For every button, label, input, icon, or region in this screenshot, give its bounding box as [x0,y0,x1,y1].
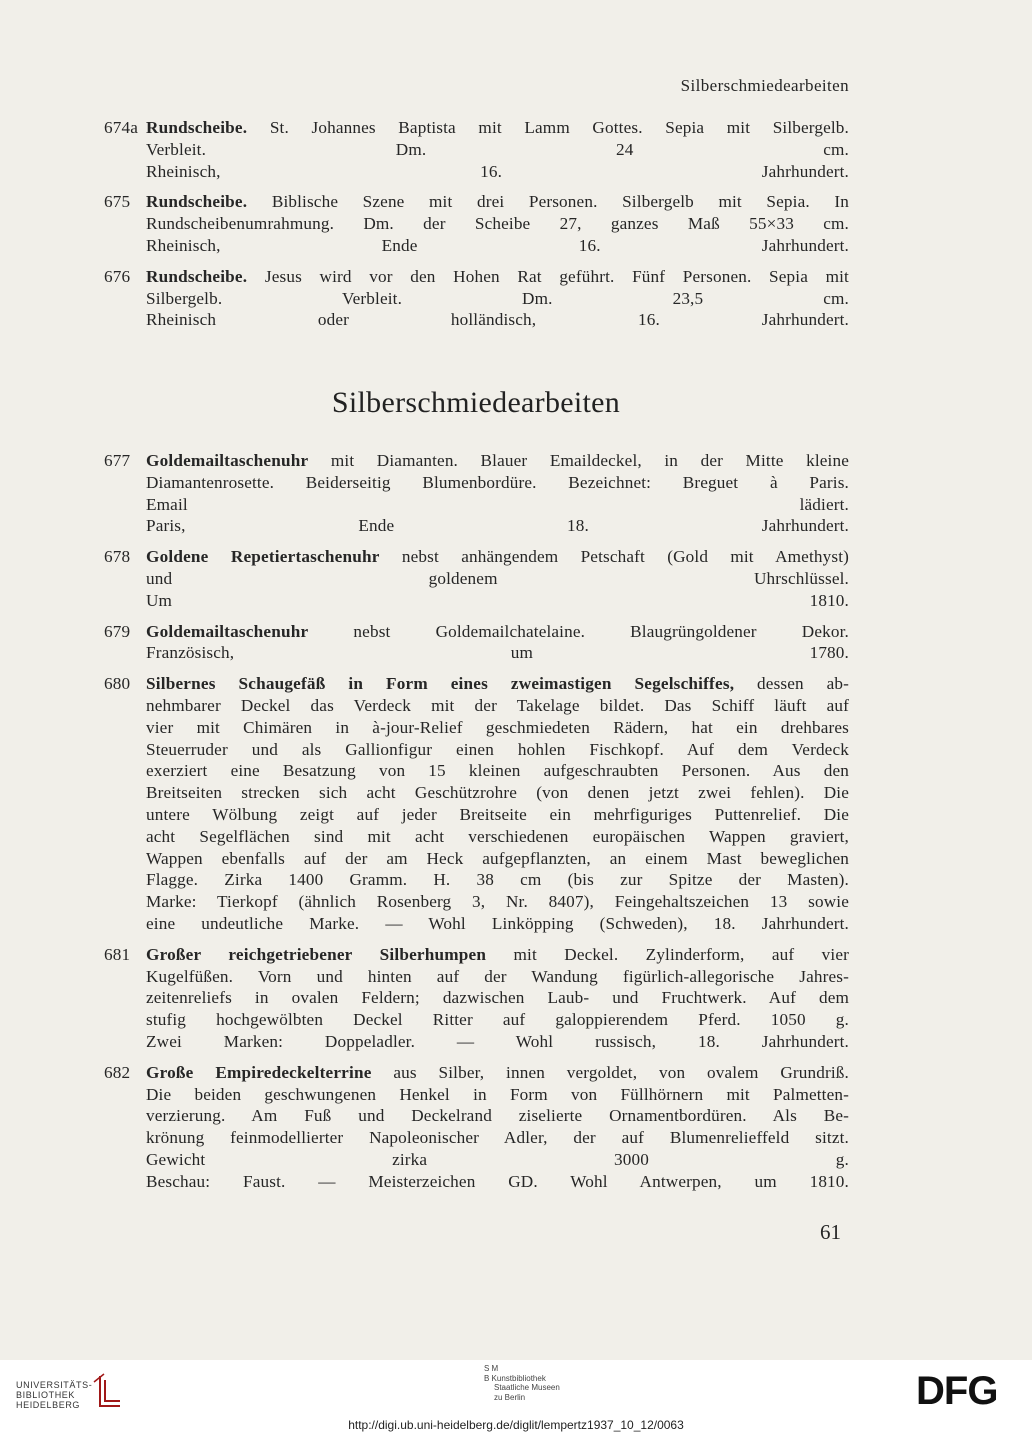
entry-text: Kugelfüßen. Vorn und hinten auf der Wandung figürlich-allegorische Jahres- [146,966,849,986]
entry-number: 679 [104,621,131,641]
entry-text: stufig hochgewölbten Deckel Ritter auf galoppierendem Pferd. 1050 g. [146,1010,849,1030]
entry-line [146,1149,849,1171]
entry-text: eine undeutliche Marke. — Wohl Linköpping (Schweden), 18. Jahrhundert. [146,913,849,933]
entry-text: Verbleit. Dm. 24 cm. [146,139,849,159]
entry-number: 674a [104,118,139,137]
stamp-line: zu Berlin [494,1392,526,1402]
catalog-entry [104,546,849,611]
catalog-entry [104,450,849,537]
entries-bottom [104,450,849,1202]
catalog-entry [104,621,849,665]
entry-line [146,1127,849,1149]
entry-text: Biblische Szene mit drei Personen. Silbergelb mit Sepia. In [247,192,849,212]
entry-text: Email lädiert. [146,494,849,514]
viewer-footer [0,1360,1032,1436]
entry-title: Rundscheibe. [146,118,248,137]
entry-line [146,117,849,139]
entry-line [146,826,849,848]
catalog-entry [104,944,849,1053]
entry-text: mit Diamanten. Blauer Emaildeckel, in der Mitte kleine [308,451,849,470]
entry-line [146,568,849,590]
entry-line [146,161,849,183]
catalog-entry [104,266,849,331]
entry-line [146,266,849,288]
entry-text: verzierung. Am Fuß und Deckelrand ziselierte Ornamentbordüren. Als Be- [146,1106,849,1126]
entry-text: Flagge. Zirka 1400 Gramm. H. 38 cm (bis zur Spitze der Masten). [146,870,849,890]
entry-text: Gewicht zirka 3000 g. [146,1149,849,1169]
entry-text: mit Deckel. Zylinderform, auf vier [486,944,849,964]
entry-line [146,804,849,826]
entry-title: Rundscheibe. [146,266,248,286]
entry-line [146,891,849,913]
entry-title: Großer reichgetriebener Silberhumpen [146,944,487,964]
page-number: 61 [820,1220,841,1244]
entry-line [146,515,849,537]
entry-line [146,760,849,782]
university-library-label [16,1380,92,1410]
university-logo-icon [92,1372,126,1410]
entry-text: nebst anhängendem Petschaft (Gold mit Amethyst) [379,547,849,567]
stamp-line: B Kunstbibliothek [484,1373,546,1383]
entry-text: vier mit Chimären in à-jour-Relief geschmiedeten Rädern, hat ein drehbares [146,717,849,737]
entry-text: Breitseiten strecken sich acht Geschützrohre (von denen jetzt zwei fehlen). Die [146,783,849,803]
stamp-line: Staatliche Museen [494,1383,560,1392]
entry-title: Goldene Repetiertaschenuhr [146,547,380,567]
entry-line [146,472,849,494]
running-head: Silberschmiedearbeiten [680,76,849,95]
entry-text: dessen ab- [734,674,849,694]
entry-text: Rundscheibenumrahmung. Dm. der Scheibe 27, ganzes Maß 55×33 cm. [146,214,849,234]
entry-text: exerziert eine Besatzung von 15 kleinen aufgeschraubten Personen. Aus den [146,761,849,781]
entry-line [146,139,849,161]
entry-line [146,782,849,804]
page-url-link[interactable]: http://digi.ub.uni-heidelberg.de/diglit/lempertz1937_10_12/0063 [348,1418,684,1432]
entry-text: Um 1810. [146,590,849,610]
entry-line [146,673,849,695]
entry-line [146,590,849,612]
entry-line [146,309,849,331]
university-line: UNIVERSITÄTS- [16,1380,93,1390]
entry-text: Steuerruder und als Gallionfigur einen hohlen Fischkopf. Auf dem Verdeck [146,739,849,759]
entry-line [146,717,849,739]
entry-title: Goldemailtaschenuhr [146,621,309,641]
entry-text: Die beiden geschwungenen Henkel in Form von Füllhörnern mit Palmetten- [146,1084,849,1104]
university-line: BIBLIOTHEK [16,1390,76,1400]
entry-text: krönung feinmodellierter Napoleonischer Adler, der auf Blumenrelieffeld sitzt. [146,1128,849,1148]
entry-title: Goldemailtaschenuhr [146,451,309,470]
entry-text: Französisch, um 1780. [146,643,849,663]
entry-line [146,546,849,568]
entry-line [146,494,849,516]
entry-text: Silbergelb. Verbleit. Dm. 23,5 cm. [146,288,849,308]
entry-text: Jesus wird vor den Hohen Rat geführt. Fünf Personen. Sepia mit [247,266,849,286]
entry-number: 675 [104,192,131,212]
entry-line [146,1031,849,1053]
entry-line [146,213,849,235]
catalog-entry [104,191,849,256]
entry-number: 682 [104,1062,131,1082]
entry-number: 676 [104,266,131,286]
section-title: Silberschmiedearbeiten [331,386,621,419]
entry-title: Rundscheibe. [146,192,248,212]
entry-text: Rheinisch, 16. Jahrhundert. [146,161,849,181]
catalog-entry [104,1062,849,1193]
entry-text: aus Silber, innen vergoldet, von ovalem Grundriß. [371,1062,849,1082]
entry-line [146,1171,849,1193]
entry-text: Rheinisch, Ende 16. Jahrhundert. [146,235,849,255]
entry-text: untere Wölbung zeigt auf jeder Breitseite ein mehrfiguriges Puttenrelief. Die [146,804,849,824]
entry-line [146,1009,849,1031]
entry-title: Große Empiredeckelterrine [146,1062,372,1082]
entry-text: Paris, Ende 18. Jahrhundert. [146,516,849,536]
entry-title: Silbernes Schaugefäß in Form eines zweimastigen Segelschiffes, [146,674,735,694]
entry-line [146,450,849,472]
dfg-logo: DFG [916,1369,998,1413]
entry-text: Wappen ebenfalls auf der am Heck aufgepflanzten, an einem Mast beweglichen [146,848,849,868]
catalog-entry [104,673,849,935]
entry-line [146,695,849,717]
entry-line [146,642,849,664]
entry-text: St. Johannes Baptista mit Lamm Gottes. Sepia mit Silbergelb. [247,118,849,137]
entry-number: 677 [104,451,131,470]
entry-line [146,966,849,988]
entry-line [146,1105,849,1127]
entry-line [146,288,849,310]
entry-text: Marke: Tierkopf (ähnlich Rosenberg 3, Nr. 8407), Feingehaltszeichen 13 sowie [146,892,849,912]
university-line: HEIDELBERG [16,1400,81,1410]
entries-top [104,117,849,340]
entry-number: 681 [104,944,131,964]
entry-line [146,987,849,1009]
entry-line [146,235,849,257]
entry-line [146,1084,849,1106]
entry-number: 680 [104,674,131,694]
entry-line [146,191,849,213]
entry-text: Diamantenrosette. Beiderseitig Blumenbordüre. Bezeichnet: Breguet à Paris. [146,472,849,492]
entry-number: 678 [104,547,131,567]
entry-line [146,869,849,891]
entry-line [146,739,849,761]
entry-line [146,1062,849,1084]
library-stamp [484,1364,560,1402]
entry-text: Rheinisch oder holländisch, 16. Jahrhundert. [146,310,849,330]
entry-line [146,621,849,643]
entry-line [146,944,849,966]
entry-text: Zwei Marken: Doppeladler. — Wohl russisch, 18. Jahrhundert. [146,1031,849,1051]
stamp-line: S M [484,1364,499,1373]
catalog-entry [104,117,849,182]
entry-text: acht Segelflächen sind mit acht verschiedenen europäischen Wappen graviert, [146,826,849,846]
entry-text: zeitenreliefs in ovalen Feldern; dazwischen Laub- und Fruchtwerk. Auf dem [146,988,849,1008]
entry-line [146,913,849,935]
entry-text: und goldenem Uhrschlüssel. [146,568,849,588]
entry-text: nebst Goldemailchatelaine. Blaugrüngoldener Dekor. [308,621,849,641]
entry-text: nehmbarer Deckel das Verdeck mit der Takelage bildet. Das Schiff läuft auf [146,695,849,715]
entry-text: Beschau: Faust. — Meisterzeichen GD. Wohl Antwerpen, um 1810. [146,1171,849,1191]
entry-line [146,848,849,870]
